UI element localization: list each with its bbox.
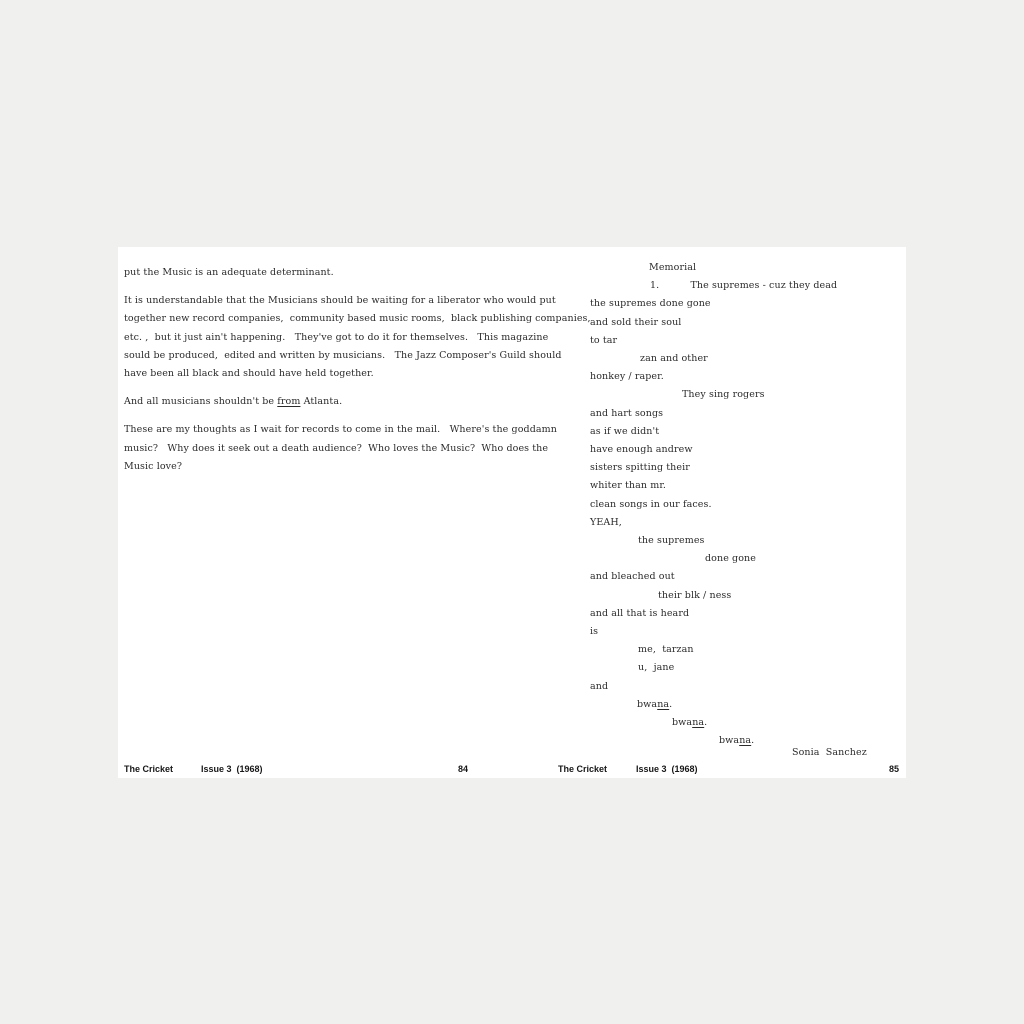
text-segment: and sold their soul	[590, 316, 682, 328]
text-line	[124, 365, 584, 383]
text-line	[590, 623, 906, 641]
text-segment: whiter than mr.	[590, 480, 667, 492]
text-segment: together new record companies, community based music rooms, black publishing companies,	[124, 313, 591, 325]
text-segment: as if we didn't	[590, 425, 660, 437]
paragraph	[124, 393, 584, 411]
text-line	[124, 310, 591, 328]
text-line	[590, 441, 906, 459]
text-line	[590, 350, 906, 368]
text-line	[590, 568, 906, 586]
text-segment: It is understandable that the Musicians should be waiting for a liberator who would put	[124, 295, 556, 307]
text-segment: These are my thoughts as I wait for records to come in the mail. Where's the goddamn	[124, 424, 557, 436]
text-line	[590, 659, 906, 677]
text-segment: .	[751, 735, 755, 747]
text-segment: YEAH,	[590, 516, 622, 528]
underlined-text: na	[692, 717, 705, 729]
paragraph	[124, 421, 584, 476]
text-segment: sisters spitting their	[590, 462, 690, 474]
text-segment: honkey / raper.	[590, 371, 664, 383]
text-line	[590, 459, 906, 477]
text-line	[124, 347, 584, 365]
magazine-spread	[118, 247, 906, 778]
magazine-title: The Cricket	[124, 764, 174, 774]
text-line	[590, 605, 906, 623]
text-segment: Music love?	[124, 460, 183, 472]
text-segment: and	[590, 680, 609, 692]
text-line	[590, 295, 906, 313]
text-line	[124, 458, 584, 476]
page-number: 85	[888, 764, 899, 774]
text-segment: done gone	[705, 553, 757, 565]
page-number: 84	[458, 764, 469, 774]
text-segment: to tar	[590, 334, 618, 346]
text-line	[590, 587, 906, 605]
text-line	[590, 386, 906, 404]
text-line	[590, 678, 906, 696]
text-segment: have enough andrew	[590, 444, 693, 456]
text-segment: And all musicians shouldn't be	[124, 396, 278, 408]
issue-label: Issue 3 (1968)	[636, 764, 698, 774]
text-segment: me, tarzan	[638, 644, 694, 656]
issue-label: Issue 3 (1968)	[201, 764, 263, 774]
text-segment: etc. , but it just ain't happening. They've got to do it for themselves. This magazine	[124, 331, 549, 343]
text-line	[590, 550, 906, 568]
paragraph	[124, 292, 591, 383]
article-text	[124, 264, 591, 486]
magazine-title: The Cricket	[558, 764, 608, 774]
text-segment: the supremes done gone	[590, 298, 711, 310]
underlined-text: na	[657, 698, 670, 710]
text-line	[124, 440, 584, 458]
text-line	[590, 532, 906, 550]
text-line	[124, 421, 584, 439]
text-segment: music? Why does it seek out a death audience? Who loves the Music? Who does the	[124, 442, 549, 454]
text-segment: clean songs in our faces.	[590, 498, 712, 510]
text-line	[590, 405, 906, 423]
text-segment: their blk / ness	[658, 589, 732, 601]
text-line	[590, 641, 906, 659]
text-line	[590, 477, 906, 495]
page-footer-right	[558, 764, 899, 778]
text-segment: .	[704, 717, 708, 729]
text-segment: sould be produced, edited and written by musicians. The Jazz Composer's Guild should	[124, 349, 562, 361]
underlined-text: na	[739, 735, 752, 747]
text-segment: is	[590, 626, 599, 638]
page-footer-left	[118, 764, 590, 778]
text-line	[590, 314, 906, 332]
text-line	[590, 277, 906, 295]
text-segment: and hart songs	[590, 407, 664, 419]
text-line	[124, 329, 584, 347]
paragraph	[124, 264, 584, 282]
text-segment: bwa	[672, 717, 693, 729]
text-segment: put the Music is an adequate determinant.	[124, 267, 334, 278]
text-line	[590, 496, 906, 514]
text-line	[590, 332, 906, 350]
text-line	[590, 423, 906, 441]
text-segment: .	[669, 698, 673, 710]
text-line	[590, 259, 906, 277]
text-segment: They sing rogers	[682, 389, 765, 401]
text-segment: u, jane	[638, 662, 675, 674]
text-line	[590, 696, 906, 714]
poem-memorial	[590, 259, 906, 763]
text-segment: the supremes	[638, 535, 705, 547]
text-segment: bwa	[637, 698, 658, 710]
text-segment: have been all black and should have held together.	[124, 368, 374, 380]
text-segment: Memorial	[649, 262, 697, 273]
text-line	[590, 714, 906, 732]
text-segment: Atlanta.	[300, 396, 343, 408]
text-line	[590, 514, 906, 532]
text-segment: 1. The supremes - cuz they dead	[650, 280, 838, 292]
text-line	[124, 264, 584, 282]
text-line	[590, 368, 906, 386]
text-segment: and all that is heard	[590, 607, 690, 619]
text-segment: and bleached out	[590, 571, 675, 583]
text-line	[124, 292, 584, 310]
underlined-text: from	[277, 396, 301, 408]
text-segment: zan and other	[640, 353, 708, 365]
text-segment: bwa	[719, 735, 740, 747]
text-line	[124, 393, 584, 411]
text-segment: Sonia Sanchez	[792, 747, 867, 759]
